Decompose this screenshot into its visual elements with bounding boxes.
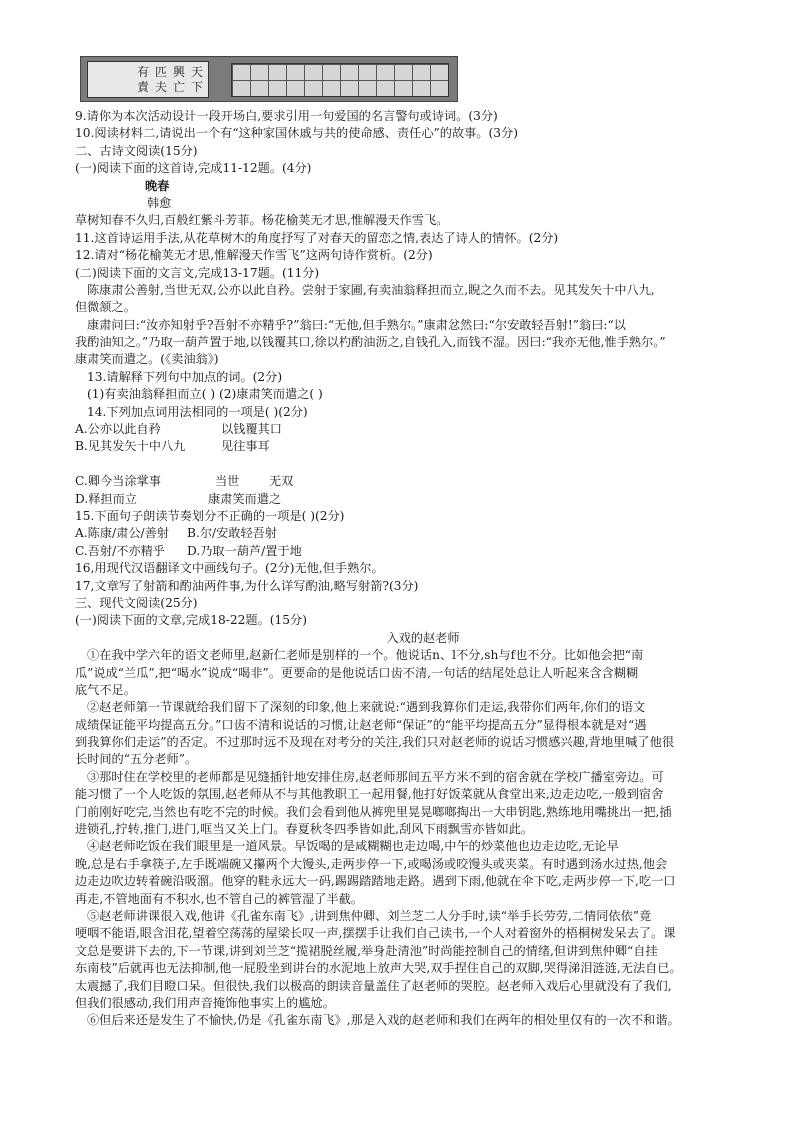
subsection-heading: (二)阅读下面的文言文,完成13-17题。(11分)	[75, 265, 320, 280]
scroll-char: 責	[136, 80, 149, 94]
q14-option-c	[75, 473, 771, 490]
article-line: 东南枝”后就再也无法抑制,他一屁股坐到讲台的水泥地上放声大哭,双手捏住自己的双脚,哭得涕泪涟涟,无法自已。	[75, 961, 682, 976]
question-14: 14.下列加点词用法相同的一项是( )(2分)	[87, 404, 308, 419]
article-line: 晚,总是右手拿筷子,左手既端碗又攥两个大馒头,走两步停一下,或喝汤或咬馒头或夹菜。有时遇到汤水过热,他会	[75, 856, 668, 871]
article-line: ⑥但后来还是发生了不愉快,仍是《孔雀东南飞》,那是入戏的赵老师和我们在两年的相处里仅有的一次不和谐。	[87, 1013, 680, 1028]
question-16: 16,用现代汉语翻译文中画线句子。(2分)无他,但手熟尔。	[75, 561, 384, 576]
poem-body: 草树知春不久归,百般红紫斗芳菲。杨花榆荚无才思,惟解漫天作雪飞。	[75, 213, 449, 228]
calligraphy-scroll	[87, 61, 209, 98]
subsection-heading: (一)阅读下面的文章,完成18-22题。(15分)	[75, 613, 307, 628]
activity-banner-image	[80, 56, 458, 102]
poem-author: 韩愈	[147, 195, 172, 210]
article-line: 能习惯了一个人吃饭的氛围,赵老师从不与其他教职工一起用餐,他打好饭菜就从食堂出来,边走边吃,一般到宿舍	[75, 787, 664, 802]
article-line: 太震撼了,我们目瞪口呆。但很快,我们以极高的朗读音量盖住了赵老师的哭腔。赵老师入戏后心里就没有了我们,	[75, 978, 672, 993]
option-text: C.吾射/不亦精乎	[75, 543, 165, 558]
poem-title: 晚春	[145, 178, 170, 193]
scroll-char: 天	[190, 65, 203, 79]
option-text: C.卿今当涂掌事	[75, 474, 161, 489]
article-line: 哽咽不能语,眼含泪花,望着空荡荡的屋梁长叹一声,摆摆手让我们自己读书,一个人对着窗外的梧桐树发呆去了。课	[75, 926, 676, 941]
option-text: 康肃笑而遣之	[208, 491, 282, 506]
option-text: D.乃取一葫芦/置于地	[187, 543, 302, 558]
article-line: 瓜”说成“兰瓜”,把“喝水”说成“喝非”。更要命的是他说话口齿不清,一句话的结尾处总让人听起来含含糊糊	[75, 665, 639, 680]
option-text: B.尔/安敢轻吾射	[187, 526, 278, 541]
scroll-char: 有	[136, 65, 149, 79]
subsection-heading: (一)阅读下面的这首诗,完成11-12题。(4分)	[75, 161, 312, 176]
option-text: B.见其发矢十中八九	[75, 439, 186, 454]
question-13-items: (1)有卖油翁释担而立( ) (2)康肃笑而遣之( )	[87, 387, 323, 402]
question-9: 9.请你为本次活动设计一段开场白,要求引用一句爱国的名言警句或诗词。(3分)	[75, 109, 498, 123]
article-line: 进锁孔,拧转,推门,进门,哐当又关上门。春夏秋冬四季皆如此,刮风下雨飘雪亦皆如此。	[75, 822, 534, 837]
article-line: 再走,不管地面有不积水,也不管自己的裤管湿了半截。	[75, 891, 364, 906]
classical-text-line: 康肃笑而遣之。(《卖油翁》)	[75, 352, 219, 367]
option-text: 无双	[269, 474, 294, 489]
classical-text-line: 但微颔之。	[75, 300, 136, 315]
q15-options-ab	[75, 525, 771, 542]
article-line: ⑤赵老师讲课很入戏,他讲《孔雀东南飞》,讲到焦仲卿、刘兰芝二人分手时,读“举手长劳劳,二情同依依”竟	[87, 908, 652, 923]
exam-text	[75, 108, 771, 1030]
question-11: 11.这首诗运用手法,从花草树木的角度抒写了对春天的留恋之情,表达了诗人的情怀。(2分)	[75, 230, 559, 245]
question-17: 17,文章写了射箭和酌油两件事,为什么详写酌油,略写射箭?(3分)	[75, 578, 419, 593]
question-13: 13.请解释下列句中加点的词。(2分)	[87, 369, 283, 384]
article-line: 但我们很感动,我们用声音掩饰他事实上的尴尬。	[75, 995, 335, 1010]
article-line: 文总是要讲下去的,下一节课,讲到刘兰芝“揽裙脱丝履,举身赴清池”时尚能控制自己的情绪,但讲到焦仲卿“自挂	[75, 943, 658, 958]
article-line: 边走边吹边转着碗沿吸溜。他穿的鞋永远大一码,踢踢踏踏地走路。遇到下雨,他就在伞下吃,走两步停一下,吃一口	[75, 874, 676, 889]
article-line: ①在我中学六年的语文老师里,赵新仁老师是别样的一个。他说话n、l不分,sh与f也不分。比如他会把“南	[87, 648, 644, 663]
q14-option-b	[75, 438, 771, 455]
option-text: D.释担而立	[75, 491, 137, 506]
article-line: 长时间的“五分老师”。	[75, 752, 198, 767]
question-15: 15.下面句子朗读节奏划分不正确的一项是( )(2分)	[75, 508, 345, 523]
article-line: ③那时住在学校里的老师都是见缝插针地安排住房,赵老师那间五平方米不到的宿舍就在学校广播室旁边。可	[87, 769, 664, 784]
article-line: ④赵老师吃饭在我们眼里是一道风景。早饭喝的是咸糊糊也走边喝,中午的炒菜他也边走边吃,无论早	[87, 839, 619, 854]
writing-grid	[231, 63, 449, 97]
article-line: 门前刚好吃完,当然也有吃不完的时候。我们会看到他从裤兜里晃晃啷啷掏出一大串钥匙,熟练地用嘴挑出一把,插	[75, 804, 672, 819]
classical-text-line: 陈康肃公善射,当世无双,公亦以此自矜。尝射于家圃,有卖油翁释担而立,睨之久而不去。见其发矢十中八九,	[87, 282, 655, 297]
scroll-char: 匹	[154, 65, 167, 79]
option-text: 以钱覆其口	[221, 422, 282, 437]
q14-option-d	[75, 491, 771, 508]
scroll-char: 下	[190, 80, 203, 94]
article-line: ②赵老师第一节课就给我们留下了深刻的印象,他上来就说:“遇到我算你们走运,我带你们两年,你们的语文	[87, 700, 646, 715]
scroll-char: 夫	[154, 80, 167, 94]
classical-text-line: 我酌油知之。”乃取一葫芦置于地,以钱覆其口,徐以杓酌油沥之,自钱孔入,而钱不湿。因曰:“我亦无他,惟手熟尔。”	[75, 335, 666, 350]
option-text: 当世	[215, 474, 240, 489]
q14-option-a	[75, 421, 771, 438]
section-heading: 二、古诗文阅读(15分)	[75, 143, 198, 158]
article-line: 成绩保证能平均提高五分。”口齿不清和说话的习惯,让赵老师“保证”的“能平均提高五分”显得根本就是对“遇	[75, 717, 647, 732]
question-12: 12.请对“杨花榆荚无才思,惟解漫天作雪飞”这两句诗作赏析。(2分)	[75, 248, 433, 263]
section-heading: 三、现代文阅读(25分)	[75, 595, 198, 610]
option-text: A.陈康/肃公/善射	[75, 526, 170, 541]
scroll-char: 亡	[172, 80, 185, 94]
option-text: 见往事耳	[221, 439, 270, 454]
q15-options-cd	[75, 543, 771, 560]
article-title: 入戏的赵老师	[386, 630, 460, 645]
scroll-char: 興	[172, 65, 185, 79]
classical-text-line: 康肃问曰:“汝亦知射乎?吾射不亦精乎?”翁曰:“无他,但手熟尔。”康肃忿然曰:“尔安敢轻吾射!”翁曰:“以	[87, 317, 626, 332]
option-text: A.公亦以此自矜	[75, 422, 161, 437]
article-line: 底气不足。	[75, 682, 136, 697]
article-line: 到我算你们走运”的否定。不过那时远不及现在对考分的关注,我们只对赵老师的说话习惯感兴趣,背地里喊了他很	[75, 735, 674, 750]
question-10: 10.阅读材料二,请说出一个有“这种家国休戚与共的使命感、责任心”的故事。(3分)	[75, 126, 518, 141]
